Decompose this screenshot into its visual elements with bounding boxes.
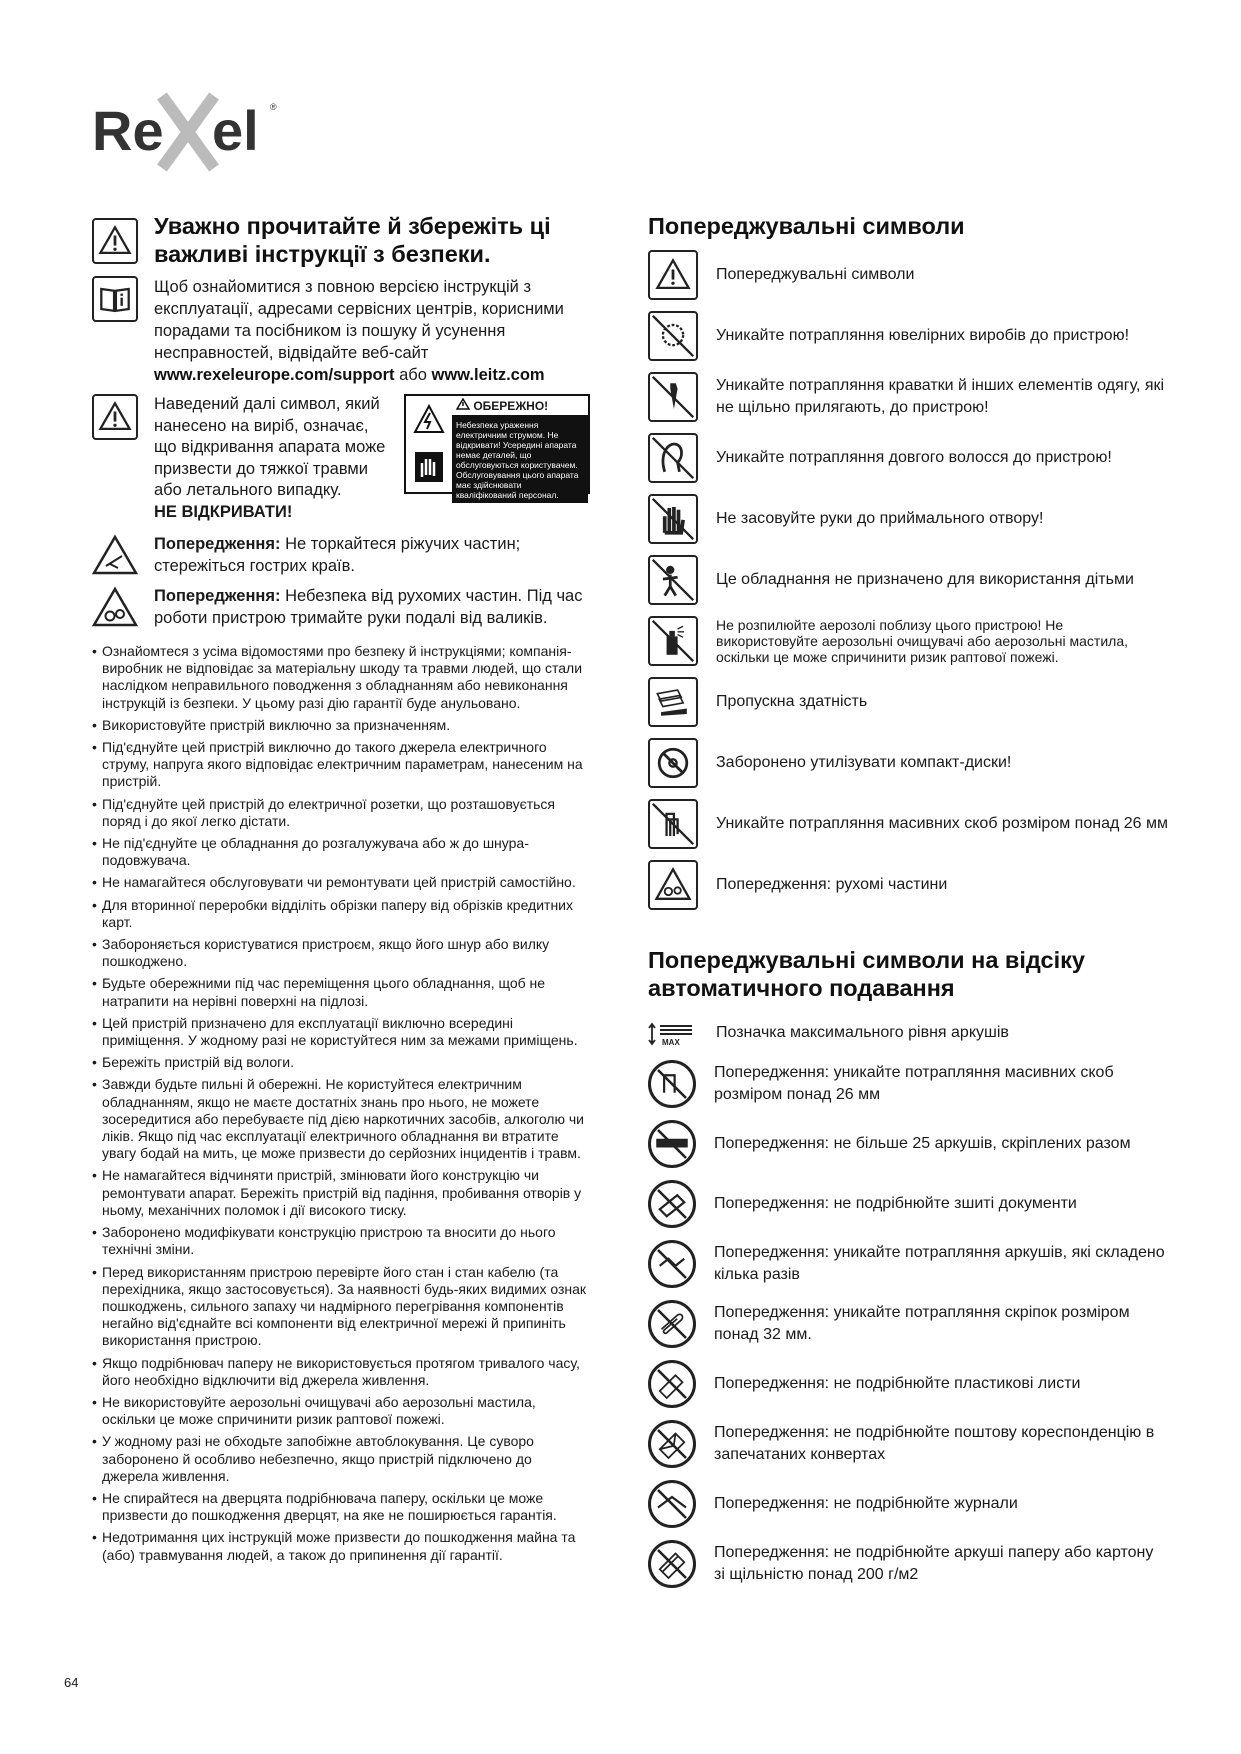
capacity-icon — [648, 677, 698, 727]
caution-title-text: ОБЕРЕЖНО! — [473, 399, 549, 413]
list-item: • Не під'єднуйте це обладнання до розгалужувача або ж до шнура-подовжувача. — [92, 835, 592, 869]
cutting-hazard-icon — [92, 534, 138, 576]
symbol-row — [648, 616, 1168, 666]
auto-symbol-row — [648, 1060, 1168, 1108]
warning-label: Попередження: — [154, 535, 281, 553]
caution-label — [404, 394, 590, 500]
no-aerosol-icon — [648, 616, 698, 666]
auto-symbol-text: Попередження: не подрібнюйте аркуші паперу або картону зі щільністю понад 200 г/м2 — [714, 1544, 1154, 1583]
list-item: • Забороняється користуватися пристроєм, якщо його шнур або вилку пошкоджено. — [92, 936, 592, 970]
symbol-row — [648, 494, 1168, 544]
list-item: • Заборонено модифікувати конструкцію пристрою та вносити до нього технічні зміни. — [92, 1224, 592, 1258]
list-item: • Не використовуйте аерозольні очищувачі або аерозольні мастила, оскільки це може спричинити ризик раптової пожежі. — [92, 1394, 592, 1428]
auto-symbol-row — [648, 1300, 1168, 1348]
warning-cutting-row — [92, 533, 612, 577]
symbol-row — [648, 433, 1168, 483]
list-item: • Ознайомтеся з усіма відомостями про безпеку й інструкціями; компанія-виробник не відповідає за матеріальну шкоду та травми людей, що стали наслідком неправильного поводження з обладнанням або невиконання інструкцій із безпеки. У цьому разі дію гарантії буде анульовано. — [92, 643, 592, 712]
warning-symbols-heading: Попереджувальні символи — [648, 213, 965, 239]
no-magazines-icon — [648, 1480, 696, 1528]
caution-small-triangle-icon — [456, 398, 470, 410]
manual-info-text — [154, 276, 604, 386]
auto-symbol-text: Попередження: не більше 25 аркушів, скріплених разом — [714, 1135, 1131, 1152]
symbol-row — [648, 738, 1168, 788]
hand-hazard-icon — [412, 449, 446, 485]
symbol-text: Це обладнання не призначено для використання дітьми — [716, 571, 1134, 588]
safety-heading-row — [92, 212, 612, 268]
list-item: • Не намагайтеся обслуговувати чи ремонтувати цей пристрій самостійно. — [92, 874, 592, 891]
no-large-staples-circle-icon — [648, 1060, 696, 1108]
auto-symbol-text: Попередження: уникайте потрапляння аркушів, які складено кілька разів — [714, 1244, 1165, 1283]
svg-text:el: el — [212, 99, 259, 162]
rexel-logo — [92, 92, 282, 177]
warning-triangle-icon — [92, 394, 138, 440]
symbol-row — [648, 860, 1168, 910]
auto-symbol-row — [648, 1180, 1168, 1228]
list-item: • Використовуйте пристрій виключно за призначенням. — [92, 717, 592, 734]
svg-text:MAX: MAX — [662, 1038, 680, 1047]
symbol-text: Уникайте потрапляння масивних скоб розміром понад 26 мм — [716, 815, 1168, 832]
electric-shock-icon — [413, 404, 445, 434]
auto-symbol-text: Позначка максимального рівня аркушів — [716, 1024, 1009, 1041]
list-item: • Перед використанням пристрою перевірте його стан і стан кабелю (та перехідника, якщо застосовується). За наявності будь-яких видимих ознак пошкоджень, сильного запаху чи надмірного перегрівання компонентів негайно від'єднайте всі компоненти від електричної мережі й припиніть використання пристрою. — [92, 1264, 592, 1350]
list-item: • Не намагайтеся відчиняти пристрій, змінювати його конструкцію чи ремонтувати апарат. Бережіть пристрій від падіння, пробивання отворів у ньому, механічних поломок і дії високого тиску. — [92, 1167, 592, 1219]
intro-paragraph: Щоб ознайомитися з повною версією інструкцій з експлуатації, адресами сервісних центрів, корисними порадами та посібником із пошуку й усунення несправностей, відвідайте веб-сайт — [154, 278, 564, 362]
symbol-text: Попереджувальні символи — [716, 266, 915, 283]
manual-book-icon — [92, 276, 138, 322]
no-envelopes-icon — [648, 1420, 696, 1468]
max-25-sheets-icon — [648, 1120, 696, 1168]
moving-parts-icon — [648, 860, 698, 910]
no-long-hair-icon — [648, 433, 698, 483]
no-children-icon — [648, 555, 698, 605]
symbol-text: Уникайте потрапляння довгого волосся до пристрою! — [716, 449, 1112, 466]
leitz-link[interactable]: www.leitz.com — [431, 366, 545, 384]
warning-triangle-icon — [92, 218, 138, 264]
auto-symbol-row — [648, 1360, 1168, 1408]
auto-symbol-row — [648, 1540, 1168, 1588]
symbol-row — [648, 677, 1168, 727]
symbol-row — [648, 372, 1168, 422]
symbol-row — [648, 799, 1168, 849]
auto-symbol-row — [648, 1420, 1168, 1468]
caution-icons — [406, 396, 452, 492]
max-level-icon — [648, 1018, 698, 1048]
list-item: • Під'єднуйте цей пристрій до електричної розетки, що розташовується поряд і до якої легко дістати. — [92, 796, 592, 830]
list-item: • Недотримання цих інструкцій може призвести до пошкодження майна та (або) травмування людей, а також до припинення дії гарантії. — [92, 1529, 592, 1563]
auto-symbol-text: Попередження: уникайте потрапляння масивних скоб розміром понад 26 мм — [714, 1064, 1114, 1103]
no-paperclips-icon — [648, 1300, 696, 1348]
caution-title — [452, 396, 588, 417]
symbol-text: Не засовуйте руки до приймального отвору! — [716, 510, 1044, 527]
symbol-text: Заборонено утилізувати компакт-диски! — [716, 754, 1012, 771]
list-item: • Під'єднуйте цей пристрій виключно до такого джерела електричного струму, напруга якого відповідає електричним параметрам, нанесеним на пристрій. — [92, 739, 592, 791]
page-number: 64 — [64, 1675, 79, 1690]
auto-symbol-row — [648, 1018, 1168, 1048]
no-plastic-sheets-icon — [648, 1360, 696, 1408]
symbol-row — [648, 250, 1168, 300]
do-not-open-row — [92, 394, 612, 523]
safety-heading: Уважно прочитайте й збережіть ці важливі інструкції з безпеки. — [154, 213, 551, 267]
auto-symbol-text: Попередження: не подрібнюйте поштову кореспонденцію в запечатаних конвертах — [714, 1424, 1155, 1463]
symbol-text: Попередження: рухомі частини — [716, 876, 948, 893]
list-item: • Якщо подрібнювач паперу не використовується протягом тривалого часу, його необхідно відключити від джерела живлення. — [92, 1355, 592, 1389]
list-item: • Будьте обережними під час переміщення цього обладнання, щоб не натрапити на нерівні поверхні на підлозі. — [92, 975, 592, 1009]
safety-instructions-column — [92, 212, 612, 1569]
list-item: • Для вторинної переробки відділіть обрізки паперу від обрізків кредитних карт. — [92, 897, 592, 931]
no-folded-sheets-icon — [648, 1240, 696, 1288]
no-large-staples-icon — [648, 799, 698, 849]
caution-body: Небезпека ураження електричним струмом. Не відкривати! Усередині апарата немає деталей, що обслуговуються користувачем. Обслуговування цього апарата має здійснювати кваліфікований персонал. — [452, 417, 588, 503]
symbol-explanation — [154, 394, 394, 523]
manual-info-row — [92, 276, 612, 386]
symbol-text: Пропускна здатність — [716, 693, 868, 710]
warning-symbols-column — [648, 212, 1168, 1600]
auto-symbol-text: Попередження: не подрібнюйте зшиті документи — [714, 1195, 1077, 1212]
auto-feed-heading: Попереджувальні символи на відсіку автоматичного подавання — [648, 947, 1085, 1001]
symbol-text: Уникайте потрапляння ювелірних виробів до пристрою! — [716, 327, 1130, 344]
safety-bullets — [92, 643, 592, 1564]
rexel-logo-mark — [92, 92, 282, 172]
list-item: • У жодному разі не обходьте запобіжне автоблокування. Це суворо заборонено й особливо небезпечно, якщо пристрій підключено до джерела живлення. — [92, 1433, 592, 1485]
warning-text: Не торкайтеся ріжучих частин; стережіться гострих країв. — [154, 535, 521, 575]
auto-symbol-row — [648, 1120, 1168, 1168]
no-hands-icon — [648, 494, 698, 544]
auto-symbol-row — [648, 1240, 1168, 1288]
no-tie-icon — [648, 372, 698, 422]
no-cardboard-icon — [648, 1540, 696, 1588]
list-item: • Не спирайтеся на дверцята подрібнювача паперу, оскільки це може призвести до пошкодження дверцят, на яке не поширюється гарантія. — [92, 1490, 592, 1524]
moving-parts-hazard-icon — [92, 586, 138, 628]
list-item: • Завжди будьте пильні й обережні. Не користуйтеся електричним обладнанням, якщо не маєте достатніх знань про нього, не можете зосередитися або перебуваєте під дією наркотичних засобів, алкоголю чи ліків. Якщо під час експлуатації електричного обладнання ви втратите увагу бодай на мить, це може призвести до серйозних інцидентів і травм. — [92, 1076, 592, 1162]
no-jewelry-icon — [648, 311, 698, 361]
no-cd-icon — [648, 738, 698, 788]
warning-text: Небезпека від рухомих частин. Під час роботи пристрою тримайте руки подалі від валиків. — [154, 587, 583, 627]
warning-moving-row — [92, 585, 612, 629]
list-item: • Бережіть пристрій від вологи. — [92, 1054, 592, 1071]
svg-text:®: ® — [270, 102, 277, 112]
auto-symbol-text: Попередження: не подрібнюйте пластикові листи — [714, 1375, 1081, 1392]
auto-symbol-text: Попередження: не подрібнюйте журнали — [714, 1495, 1018, 1512]
svg-text:Re: Re — [92, 99, 164, 162]
symbol-row — [648, 555, 1168, 605]
warning-triangle-icon — [648, 250, 698, 300]
symbol-row — [648, 311, 1168, 361]
rexel-support-link[interactable]: www.rexeleurope.com/support — [154, 366, 395, 384]
warning-moving-text — [154, 585, 604, 629]
list-item: • Цей пристрій призначено для експлуатації виключно всередині приміщення. У жодному разі не користуйтеся ним за межами приміщень. — [92, 1015, 592, 1049]
symbol-text: Наведений далі символ, який нанесено на виріб, означає, що відкривання апарата може призвести до тяжкої травми або летального випадку. — [154, 395, 386, 499]
auto-symbol-text: Попередження: уникайте потрапляння скріпок розміром понад 32 мм. — [714, 1304, 1130, 1343]
auto-symbol-row — [648, 1480, 1168, 1528]
warning-cutting-text — [154, 533, 604, 577]
symbol-text: Уникайте потрапляння краватки й інших елементів одягу, які не щільно прилягають, до пристрою! — [716, 377, 1165, 416]
do-not-open-label: НЕ ВІДКРИВАТИ! — [154, 502, 293, 521]
no-bound-documents-icon — [648, 1180, 696, 1228]
warning-label: Попередження: — [154, 587, 281, 605]
symbol-text: Не розпилюйте аерозолі поблизу цього пристрою! Не використовуйте аерозольні очищувачі або аерозольні мастила, оскільки це може спричинити ризик раптової пожежі. — [716, 617, 1128, 665]
link-or: або — [394, 366, 432, 384]
